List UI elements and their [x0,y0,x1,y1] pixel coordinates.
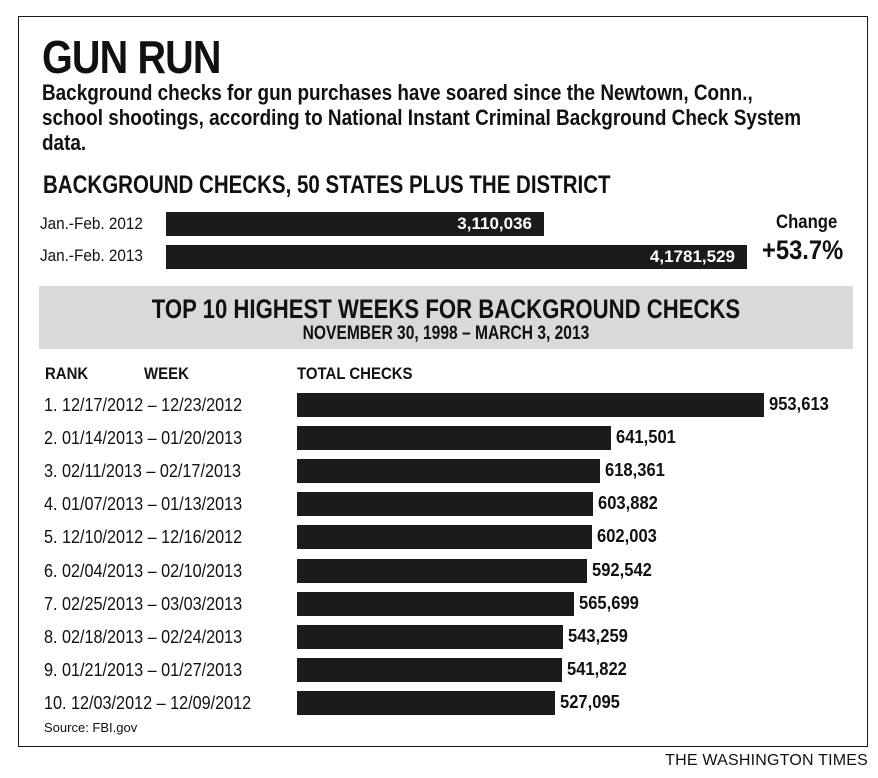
week-label-8: 8. 02/18/2013 – 02/24/2013 [44,627,243,647]
week-value-9: 541,822 [567,659,627,679]
week-value-8: 543,259 [568,626,628,646]
week-value-6: 592,542 [592,560,652,580]
week-bar-10 [297,691,555,715]
graphic-title: GUN RUN [42,31,221,83]
week-value-3: 618,361 [605,460,665,480]
source-note: Source: FBI.gov [44,720,138,735]
week-value-4: 603,882 [598,493,658,513]
week-label-3: 3. 02/11/2013 – 02/17/2013 [44,461,241,481]
comparison-value-2012: 3,110,036 [457,214,532,233]
comparison-label-2013: Jan.-Feb. 2013 [40,246,143,265]
week-value-1: 953,613 [769,394,829,414]
week-label-4: 4. 01/07/2013 – 01/13/2013 [44,494,243,514]
top10-title: TOP 10 HIGHEST WEEKS FOR BACKGROUND CHECKS [151,294,741,324]
column-header-week: WEEK [144,364,189,383]
week-value-2: 641,501 [616,427,676,447]
comparison-value-2013: 4,1781,529 [649,247,735,266]
week-label-10: 10. 12/03/2012 – 12/09/2012 [44,693,252,713]
graphic-subtitle: Background checks for gun purchases have soared since the Newtown, Conn., school shootings, according to National Instant Criminal Background Check System data. [42,80,802,155]
week-value-10: 527,095 [560,692,620,712]
week-bar-5 [297,525,592,549]
week-bar-3 [297,459,600,483]
column-header-rank: RANK [45,364,89,383]
week-bar-4 [297,492,593,516]
week-bar-2 [297,426,611,450]
week-bar-1 [297,393,764,417]
week-label-5: 5. 12/10/2012 – 12/16/2012 [44,527,243,547]
week-value-5: 602,003 [597,526,657,546]
week-bar-6 [297,559,587,583]
publisher-credit: THE WASHINGTON TIMES [665,752,868,769]
week-label-7: 7. 02/25/2013 – 03/03/2013 [44,594,243,614]
week-bar-8 [297,625,563,649]
week-label-1: 1. 12/17/2012 – 12/23/2012 [44,395,243,415]
week-label-9: 9. 01/21/2013 – 01/27/2013 [44,660,243,680]
column-header-total-checks: TOTAL CHECKS [297,364,413,383]
comparison-label-2012: Jan.-Feb. 2012 [40,214,143,233]
week-label-6: 6. 02/04/2013 – 02/10/2013 [44,561,243,581]
top10-date-range: NOVEMBER 30, 1998 – MARCH 3, 2013 [302,323,590,344]
change-label: Change [776,212,838,233]
week-label-2: 2. 01/14/2013 – 01/20/2013 [44,428,243,448]
change-value: +53.7% [762,235,844,265]
comparison-title: BACKGROUND CHECKS, 50 STATES PLUS THE DISTRICT [43,171,611,199]
week-value-7: 565,699 [579,593,639,613]
week-bar-9 [297,658,562,682]
week-bar-7 [297,592,574,616]
